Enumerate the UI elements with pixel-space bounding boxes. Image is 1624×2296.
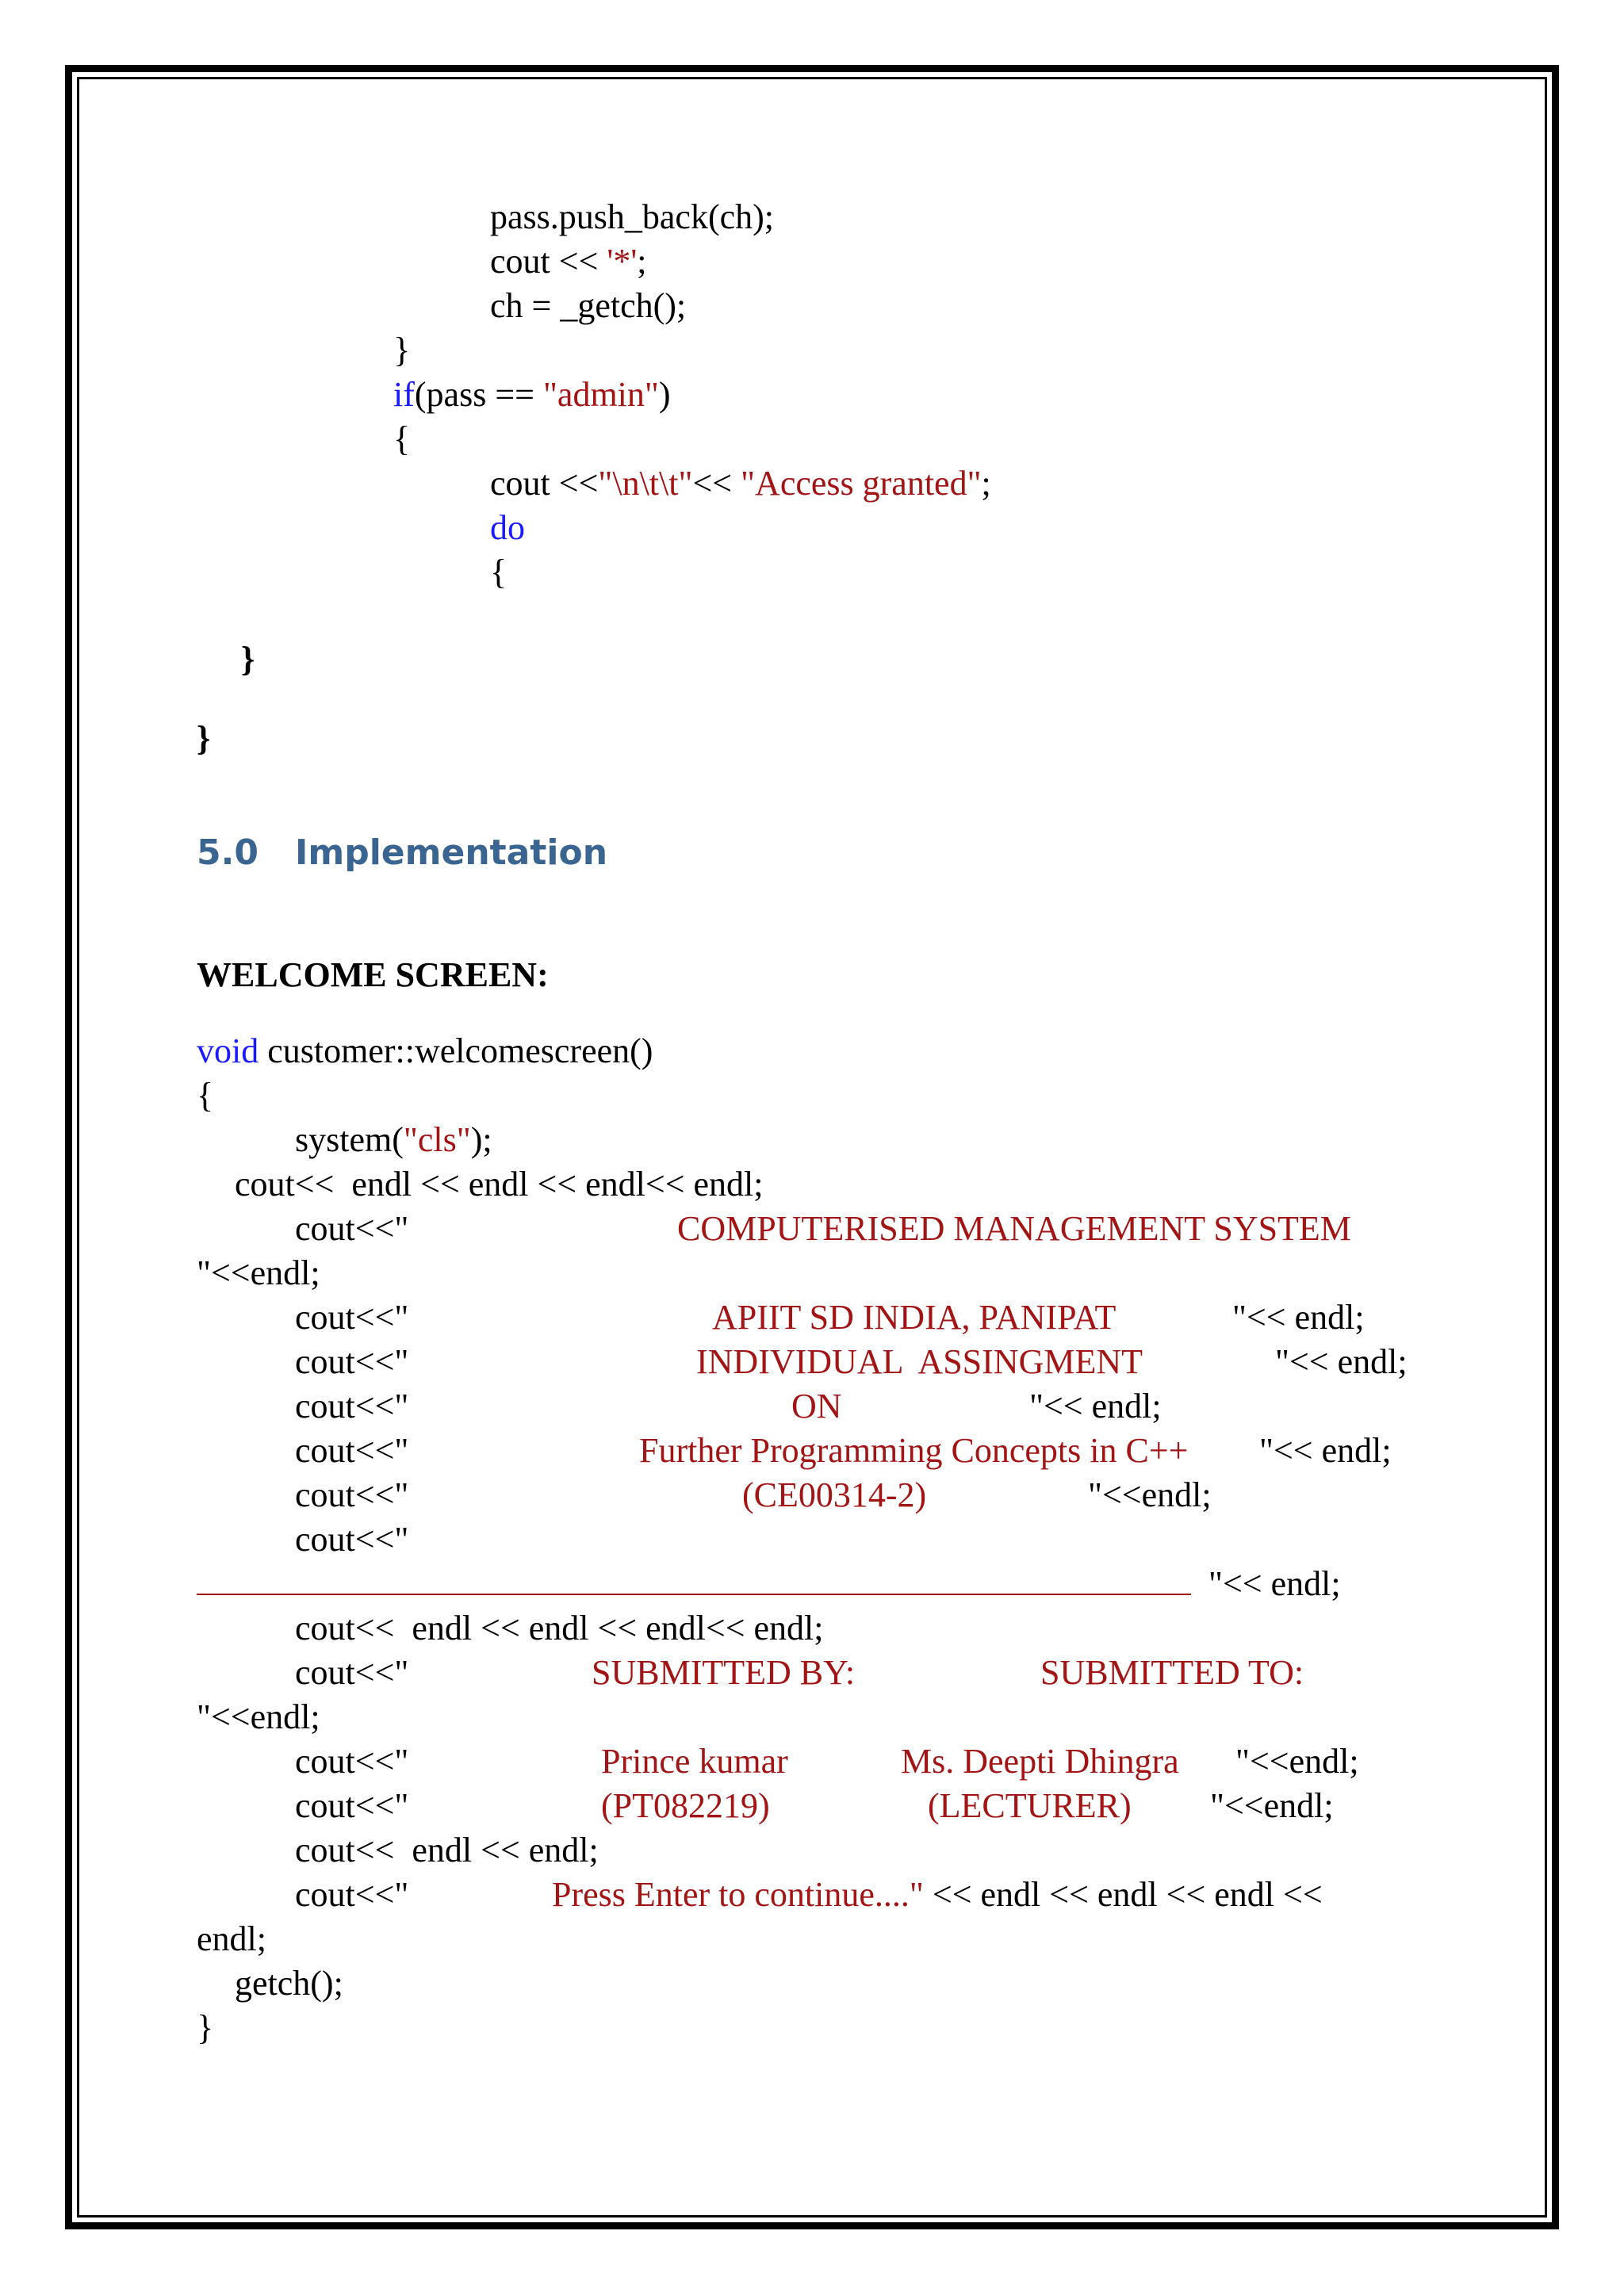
- code-line: void customer::welcomescreen(): [197, 1031, 653, 1070]
- code-string: Ms. Deepti Dhingra: [901, 1742, 1179, 1781]
- code-line: cout<< endl << endl;: [295, 1831, 599, 1869]
- section-title: Implementation: [295, 832, 608, 873]
- string-underline: [197, 1594, 1191, 1595]
- code-line: if(pass == "admin"): [393, 375, 671, 414]
- code-line: cout<< endl << endl << endl<< endl;: [295, 1609, 824, 1647]
- code-string: APIIT SD INDIA, PANIPAT: [712, 1298, 1116, 1337]
- welcome-screen-title: WELCOME SCREEN:: [197, 955, 549, 994]
- code-line: cout<<": [295, 1875, 409, 1914]
- code-line: cout<<": [295, 1786, 409, 1825]
- code-line: "<< endl;: [1029, 1387, 1162, 1425]
- code-line: {: [197, 1076, 214, 1115]
- code-line: ch = _getch();: [490, 286, 687, 325]
- code-string: COMPUTERISED MANAGEMENT SYSTEM: [677, 1209, 1351, 1248]
- code-line: "<< endl;: [1208, 1564, 1341, 1603]
- code-line: cout<<": [295, 1387, 409, 1425]
- code-string: (LECTURER): [928, 1786, 1132, 1825]
- code-line: cout <<"\n\t\t"<< "Access granted";: [490, 464, 991, 503]
- code-string: INDIVIDUAL ASSINGMENT: [696, 1342, 1143, 1381]
- code-string: SUBMITTED BY:: [592, 1653, 856, 1692]
- code-line: cout<<": [295, 1209, 409, 1248]
- code-line: pass.push_back(ch);: [490, 197, 775, 236]
- code-line: cout << '*';: [490, 242, 647, 281]
- code-line: cout<<": [295, 1342, 409, 1381]
- section-number: 5.0: [197, 832, 259, 873]
- code-line: }: [393, 331, 411, 369]
- code-line: cout<<": [295, 1475, 409, 1514]
- code-line: "<<endl;: [197, 1697, 320, 1736]
- code-line: cout<<": [295, 1520, 409, 1559]
- code-string: Further Programming Concepts in C++: [639, 1431, 1189, 1470]
- code-line: "<< endl;: [1275, 1342, 1408, 1381]
- code-string: Prince kumar: [601, 1742, 788, 1781]
- code-line: do: [490, 508, 525, 547]
- code-line: "<<endl;: [1210, 1786, 1334, 1825]
- code-line: cout<<": [295, 1653, 409, 1692]
- code-line: cout<< endl << endl << endl<< endl;: [235, 1165, 764, 1203]
- code-string: (PT082219): [601, 1786, 770, 1825]
- code-line: system("cls");: [295, 1120, 492, 1159]
- code-string: ON: [791, 1387, 842, 1425]
- code-line: getch();: [235, 1964, 343, 2003]
- code-line: Press Enter to continue...." << endl << endl << endl <<: [552, 1875, 1323, 1914]
- code-line: "<< endl;: [1232, 1298, 1365, 1337]
- code-line: "<<endl;: [197, 1253, 320, 1292]
- code-line: cout<<": [295, 1298, 409, 1337]
- code-line: cout<<": [295, 1431, 409, 1470]
- code-line: {: [393, 419, 411, 458]
- code-line: }: [197, 2008, 214, 2047]
- code-line: cout<<": [295, 1742, 409, 1781]
- code-line: "<< endl;: [1259, 1431, 1392, 1470]
- code-line: }: [197, 719, 211, 758]
- code-line: endl;: [197, 1919, 266, 1958]
- code-line: "<<endl;: [1235, 1742, 1359, 1781]
- code-line: {: [490, 553, 508, 591]
- code-string: (CE00314-2): [742, 1475, 927, 1514]
- code-string: SUBMITTED TO:: [1040, 1653, 1304, 1692]
- code-line: "<<endl;: [1088, 1475, 1212, 1514]
- code-line: }: [241, 640, 255, 679]
